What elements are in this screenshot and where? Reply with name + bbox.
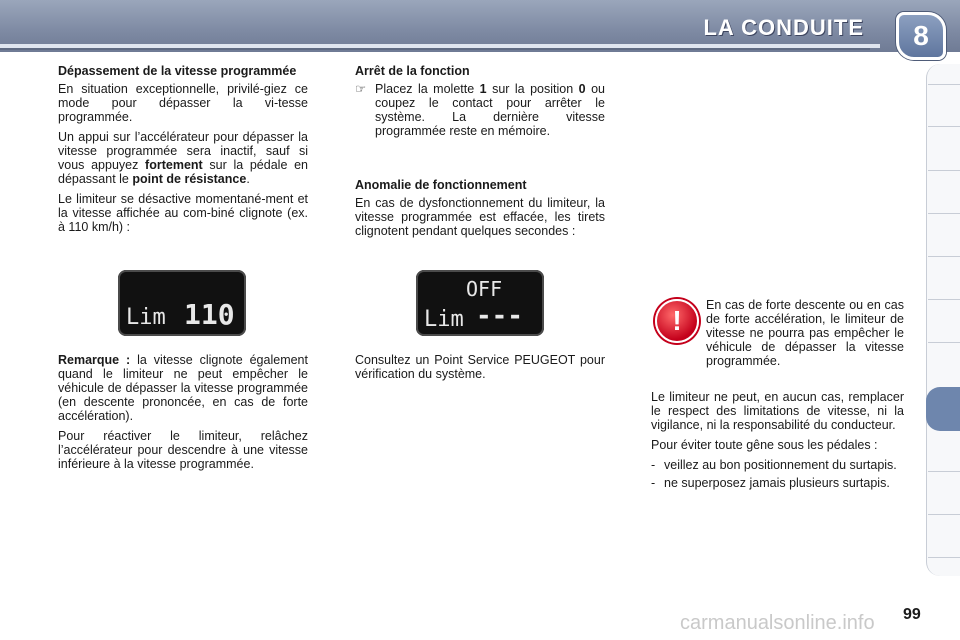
- paragraph: Pour éviter toute gêne sous les pédales :: [651, 438, 878, 452]
- emphasis: 1: [479, 82, 487, 96]
- lcd-display-fault: [416, 270, 544, 336]
- chapter-tab-divider: [928, 256, 960, 257]
- text-run: .: [246, 172, 250, 186]
- text-run: sur la pédale en dépassant le: [58, 158, 308, 186]
- paragraph: En cas de dysfonctionnement du limiteur, la vitesse programmée est effacée, les tirets clignotent pendant quelques secondes :: [355, 196, 605, 238]
- warning-text-top: [706, 298, 904, 368]
- lcd-graphic: [118, 270, 246, 336]
- lcd-off-text: OFF: [466, 277, 503, 301]
- chapter-title: LA CONDUITE: [703, 15, 864, 40]
- list-item: [651, 458, 904, 472]
- chapter-tab-divider: [928, 170, 960, 171]
- column-middle: [355, 64, 605, 138]
- chapter-tabs-sidebar: [926, 64, 960, 576]
- list-item: [651, 476, 904, 490]
- lcd-mode-text: Lim: [424, 307, 464, 332]
- lcd-display-flashing-speed: [118, 270, 246, 336]
- chapter-tab-divider: [928, 126, 960, 127]
- text-run: ou coupez le contact pour arrêter le système. La dernière vitesse programmée reste en mémoire.: [375, 82, 605, 138]
- section-heading: Arrêt de la fonction: [355, 64, 470, 78]
- section-heading: Anomalie de fonctionnement: [355, 178, 527, 192]
- column-right: [651, 390, 904, 490]
- chapter-tab-divider: [928, 84, 960, 85]
- exclamation-mark: !: [672, 305, 682, 336]
- column-left: [58, 64, 308, 240]
- warning-icon: [655, 299, 699, 343]
- paragraph: Le limiteur ne peut, en aucun cas, remplacer le respect des limitations de vitesse, ni la vigilance, ni la responsabilité du conducteur.: [651, 390, 904, 432]
- text-run: la vitesse clignote également quand le limiteur ne peut empêcher le véhicule de dépasser la vitesse programmée (en descente prononcée, en cas de forte accélération).: [58, 353, 308, 423]
- chapter-number-badge: 8: [896, 12, 946, 60]
- text-run: sur la position: [492, 82, 574, 96]
- paragraph: [58, 130, 308, 186]
- chapter-tab-divider: [928, 471, 960, 472]
- column-middle-anomaly: [355, 178, 605, 244]
- page-number: 99: [903, 606, 921, 623]
- chapter-tab-divider: [928, 557, 960, 558]
- remark-paragraph: [58, 353, 308, 423]
- text-run: Placez la molette: [375, 82, 475, 96]
- pointing-hand-icon: ☞: [355, 82, 367, 96]
- list-item-text: veillez au bon positionnement du surtapis.: [664, 458, 897, 472]
- list-dash: -: [651, 458, 656, 472]
- list-item-text: ne superposez jamais plusieurs surtapis.: [664, 476, 890, 490]
- instruction-item: [355, 82, 605, 138]
- paragraph: Pour réactiver le limiteur, relâchez l’accélérateur pour descendre à une vitesse inférieure à la vitesse programmée.: [58, 429, 308, 471]
- emphasis: fortement: [145, 158, 203, 172]
- lcd-speed-text: 110: [184, 298, 235, 331]
- list-dash: -: [651, 476, 656, 490]
- chapter-tab-divider: [928, 514, 960, 515]
- paragraph: En cas de forte descente ou en cas de forte accélération, le limiteur de vitesse ne pourra pas empêcher le véhicule de dépasser la vitesse programmée.: [706, 298, 904, 368]
- watermark: carmanualsonline.info: [680, 612, 875, 634]
- paragraph: En situation exceptionnelle, privilé-giez ce mode pour dépasser la vi-tesse programmée.: [58, 82, 308, 124]
- chapter-tab-divider: [928, 299, 960, 300]
- paragraph: Consultez un Point Service PEUGEOT pour vérification du système.: [355, 353, 605, 381]
- emphasis: 0: [578, 82, 586, 96]
- chapter-tab-active[interactable]: [926, 387, 960, 431]
- remark-label: Remarque :: [58, 353, 131, 367]
- column-left-lower: [58, 353, 308, 477]
- text-run: Un appui sur l’accélérateur pour dépasser la vitesse programmée sera inactif, sauf si vous appuyez: [58, 130, 308, 172]
- lcd-mode-text: Lim: [126, 305, 166, 330]
- header-stripe-shadow: [0, 48, 870, 50]
- chapter-tab-divider: [928, 213, 960, 214]
- emphasis: point de résistance: [132, 172, 247, 186]
- instruction-text: [375, 82, 605, 138]
- lcd-graphic: [416, 270, 544, 336]
- column-middle-lower: [355, 353, 605, 387]
- chapter-tab-divider: [928, 342, 960, 343]
- paragraph: Le limiteur se désactive momentané-ment et la vitesse affichée au com-biné clignote (ex. à 110 km/h) :: [58, 192, 308, 234]
- section-heading: Dépassement de la vitesse programmée: [58, 64, 297, 78]
- lcd-dashes-text: ---: [476, 301, 523, 331]
